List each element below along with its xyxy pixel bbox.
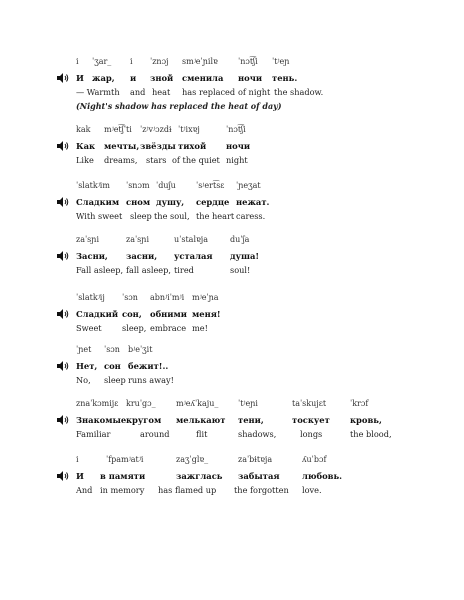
ipa-word: ˈtʲeɲ xyxy=(272,57,290,66)
ipa-line xyxy=(0,180,464,192)
ipa-word: ˈtʲeɲi xyxy=(238,399,258,408)
ipa-word: mʲeʎˈkaju_ xyxy=(176,399,219,408)
english-word: sleep xyxy=(104,375,126,385)
english-word: tired xyxy=(174,265,194,275)
russian-line xyxy=(0,250,464,262)
russian-word: зной xyxy=(150,73,174,83)
english-word: the forgotten xyxy=(234,485,289,495)
ipa-word: ʎuˈbɔf xyxy=(302,455,327,464)
english-word: And xyxy=(76,485,93,495)
russian-word: душа! xyxy=(230,251,260,261)
english-word: No, xyxy=(76,375,91,385)
russian-word: ночи xyxy=(226,141,251,151)
english-word: has flamed up xyxy=(158,485,217,495)
ipa-word: i xyxy=(76,455,79,464)
ipa-word: taˈskujɛt xyxy=(292,399,327,408)
english-word: night xyxy=(226,155,248,165)
english-word: around xyxy=(140,429,170,439)
ipa-word: zaˈsɲi xyxy=(76,235,99,244)
russian-word: звёзды xyxy=(140,141,176,151)
english-word: runs away! xyxy=(128,375,174,385)
russian-word: мелькают xyxy=(176,415,226,425)
ipa-word: ˈnɔt͡ʃi xyxy=(226,125,246,134)
ipa-line xyxy=(0,56,464,68)
english-word: flit xyxy=(196,429,208,439)
ipa-word: kak xyxy=(76,125,91,134)
english-word: love. xyxy=(302,485,322,495)
ipa-word: ˈsʲert͡sɛ xyxy=(196,181,225,190)
english-line xyxy=(0,428,464,440)
ipa-word: ˈslatkʲim xyxy=(76,181,110,190)
russian-word: засни, xyxy=(126,251,158,261)
russian-line xyxy=(0,360,464,372)
russian-word: жар, xyxy=(92,73,115,83)
english-word: me! xyxy=(192,323,208,333)
speaker-icon[interactable] xyxy=(57,251,69,261)
ipa-line xyxy=(0,124,464,136)
russian-line xyxy=(0,308,464,320)
ipa-word: ˈfpamʲatʲi xyxy=(106,455,144,464)
russian-word: И xyxy=(76,73,84,83)
english-word: dreams, xyxy=(104,155,138,165)
english-word: caress. xyxy=(236,211,266,221)
english-line xyxy=(0,264,464,276)
ipa-word: ˈkrɔf xyxy=(350,399,369,408)
russian-line xyxy=(0,140,464,152)
ipa-word: ˈsnɔm xyxy=(126,181,150,190)
translation-note: (Night's shadow has replaced the heat of day) xyxy=(76,101,282,111)
english-word: and xyxy=(130,87,146,97)
ipa-word: ˈslatkʲij xyxy=(76,293,105,302)
english-word: soul! xyxy=(230,265,251,275)
speaker-icon[interactable] xyxy=(57,415,69,425)
russian-word: сон, xyxy=(122,309,142,319)
russian-word: мечты, xyxy=(104,141,140,151)
russian-line xyxy=(0,470,464,482)
russian-word: сменила xyxy=(182,73,224,83)
ipa-line xyxy=(0,292,464,304)
ipa-word: zaˈsɲi xyxy=(126,235,149,244)
english-word: the blood, xyxy=(350,429,392,439)
russian-word: нежат. xyxy=(236,197,270,207)
ipa-word: ˈzʲvʲɔzdɨ xyxy=(140,125,172,134)
ipa-word: zaˈbɨtɐja xyxy=(238,455,273,464)
english-word: Familiar xyxy=(76,429,111,439)
ipa-word: kruˈgɔ_ xyxy=(126,399,156,408)
ipa-line xyxy=(0,344,464,356)
ipa-line xyxy=(0,398,464,410)
english-line xyxy=(0,322,464,334)
english-word: the heart xyxy=(196,211,235,221)
english-line xyxy=(0,154,464,166)
ipa-word: ˈsɔn xyxy=(122,293,138,302)
english-word: fall asleep, xyxy=(126,265,171,275)
russian-word: Засни, xyxy=(76,251,108,261)
ipa-word: ˈznɔj xyxy=(150,57,169,66)
english-word: Sweet xyxy=(76,323,102,333)
ipa-word: abnʲiˈmʲi xyxy=(150,293,185,302)
ipa-word: ˈʒar_ xyxy=(92,57,112,66)
ipa-word: ˈɲet xyxy=(76,345,92,354)
russian-word: усталая xyxy=(174,251,213,261)
russian-word: сон xyxy=(104,361,121,371)
russian-word: любовь. xyxy=(302,471,343,481)
english-line xyxy=(0,374,464,386)
ipa-word: zaʒˈglɐ_ xyxy=(176,455,209,464)
speaker-icon[interactable] xyxy=(57,361,69,371)
russian-word: Сладкий xyxy=(76,309,119,319)
english-word: stars xyxy=(146,155,167,165)
russian-word: зажглась xyxy=(176,471,223,481)
russian-word: в памяти xyxy=(100,471,146,481)
russian-line xyxy=(0,72,464,84)
russian-word: бежит!.. xyxy=(128,361,169,371)
ipa-word: i xyxy=(130,57,133,66)
russian-word: Как xyxy=(76,141,96,151)
english-word: the shadow. xyxy=(274,87,324,97)
ipa-word: ˈɲeʒat xyxy=(236,181,261,190)
russian-word: ночи xyxy=(238,73,263,83)
english-word: embrace xyxy=(150,323,187,333)
russian-word: сердце xyxy=(196,197,230,207)
ipa-word: mʲet͡ʃˈti xyxy=(104,125,132,134)
english-word: Fall asleep, xyxy=(76,265,124,275)
english-word: in memory xyxy=(100,485,145,495)
ipa-word: duˈʃa xyxy=(230,235,250,244)
ipa-word: ˈnɔt͡ʃi xyxy=(238,57,258,66)
russian-line xyxy=(0,196,464,208)
russian-word: Нет, xyxy=(76,361,98,371)
ipa-word: ˈduʃu xyxy=(156,181,176,190)
english-word: shadows, xyxy=(238,429,277,439)
russian-word: кровь, xyxy=(350,415,382,425)
russian-word: забытая xyxy=(238,471,280,481)
english-line xyxy=(0,484,464,496)
russian-word: Сладким xyxy=(76,197,120,207)
russian-word: тень. xyxy=(272,73,298,83)
english-word: of the quiet xyxy=(172,155,220,165)
speaker-icon[interactable] xyxy=(57,309,69,319)
speaker-icon[interactable] xyxy=(57,471,69,481)
ipa-word: ˈsɔn xyxy=(104,345,120,354)
russian-word: и xyxy=(130,73,137,83)
english-word: With sweet xyxy=(76,211,123,221)
english-word: longs xyxy=(300,429,323,439)
ipa-word: znaˈkɔmijɛ xyxy=(76,399,119,408)
ipa-word: i xyxy=(76,57,79,66)
english-word: sleep, xyxy=(122,323,147,333)
ipa-word: smʲeˈɲilɐ xyxy=(182,57,218,66)
speaker-icon[interactable] xyxy=(57,141,69,151)
english-word: sleep xyxy=(130,211,152,221)
english-line xyxy=(0,86,464,98)
russian-word: тихой xyxy=(178,141,207,151)
russian-word: И xyxy=(76,471,84,481)
russian-line xyxy=(0,414,464,426)
ipa-line xyxy=(0,234,464,246)
russian-word: Знакомые xyxy=(76,415,127,425)
english-word: of night xyxy=(238,87,271,97)
russian-word: кругом xyxy=(126,415,162,425)
english-word: the soul, xyxy=(154,211,190,221)
speaker-icon[interactable] xyxy=(57,197,69,207)
speaker-icon[interactable] xyxy=(57,73,69,83)
ipa-word: mʲeˈɲa xyxy=(192,293,219,302)
ipa-word: ˈtʲixɐj xyxy=(178,125,200,134)
russian-word: тени, xyxy=(238,415,264,425)
ipa-line xyxy=(0,454,464,466)
russian-word: меня! xyxy=(192,309,221,319)
ipa-word: uˈstalɐja xyxy=(174,235,209,244)
russian-word: тоскует xyxy=(292,415,330,425)
english-word: Like xyxy=(76,155,94,165)
english-word: heat xyxy=(152,87,171,97)
english-word: — Warmth xyxy=(76,87,120,97)
ipa-word: bʲeˈʒit xyxy=(128,345,153,354)
russian-word: душу, xyxy=(156,197,185,207)
russian-word: сном xyxy=(126,197,151,207)
russian-word: обними xyxy=(150,309,188,319)
english-line xyxy=(0,210,464,222)
english-word: has replaced xyxy=(182,87,236,97)
